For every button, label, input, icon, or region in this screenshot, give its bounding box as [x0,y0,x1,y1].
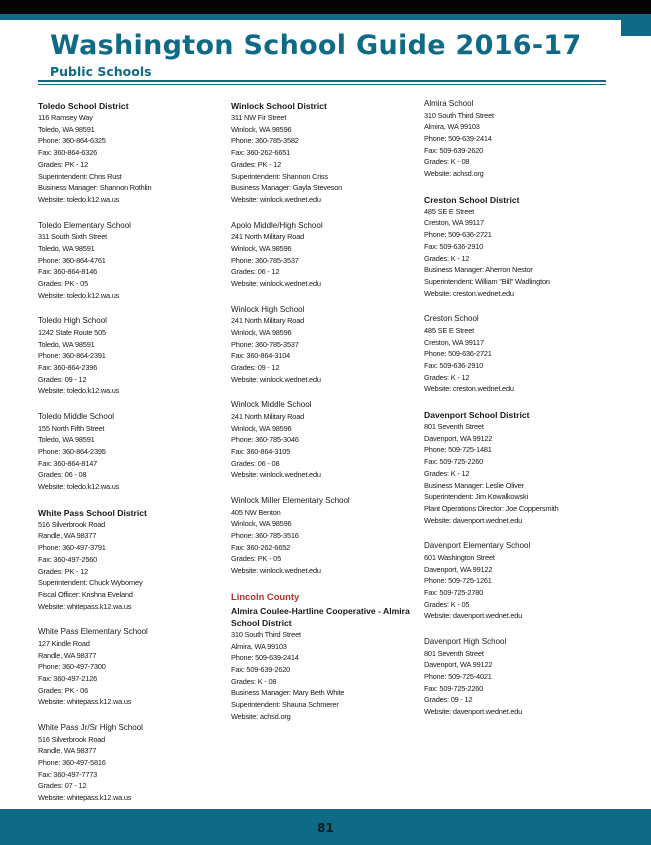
entry-detail-line: Grades: 06 - 08 [38,470,87,480]
school-name: Davenport Elementary School [424,541,531,551]
school-entry [38,626,226,708]
entry-detail-line: Toledo, WA 98591 [38,435,95,445]
entry-detail-line: Grades: PK - 06 [38,685,88,695]
entry-detail-line: Randle, WA 98377 [38,650,97,660]
entry-detail-line: Website: winlock.wednet.edu [231,566,321,576]
entry-detail-line: Fax: 509-636-2910 [424,241,484,251]
entry-detail-line: Grades: K - 08 [231,676,277,686]
school-name: Almira School [424,99,474,108]
entry-detail-line: Website: toledo.k12.wa.us [38,482,120,492]
entry-detail-line: Phone: 360-497-5816 [38,758,106,768]
district-entry [424,194,612,300]
entry-detail-line: Grades: K - 12 [424,253,470,263]
entry-detail-line: Phone: 360-785-3537 [231,255,299,265]
school-entry [231,399,419,481]
entry-detail-line: Website: winlock.wednet.edu [231,194,321,204]
entry-detail-line: Business Manager: Mary Beth White [231,688,345,698]
entry-detail-line: Winlock, WA 98596 [231,423,292,433]
entry-detail-line: Grades: K - 05 [424,599,470,609]
school-name: Winlock Miller Elementary School [231,496,350,506]
entry-detail-line: Toledo, WA 98591 [38,243,95,253]
entry-detail-line: Davenport, WA 99122 [424,660,493,670]
entry-detail-line: Fax: 509-639-2620 [231,664,291,674]
entry-detail-line: 311 NW Fir Street [231,113,287,122]
entry-detail-line: Business Manager: Leslie Oliver [424,480,524,490]
entry-detail-line: Grades: 07 - 12 [38,781,87,791]
entry-detail-line: Business Manager: Gayla Steveson [231,183,343,193]
entry-detail-line: Davenport, WA 99122 [424,433,493,443]
entry-detail-line: Phone: 360-864-2395 [38,446,106,456]
entry-detail-line: Website: achsd.org [231,711,291,721]
school-name: Toledo High School [38,316,107,326]
entry-detail-line: Creston, WA 99117 [424,337,484,347]
entry-detail-line: Phone: 509-636-2721 [424,230,492,240]
entry-detail-line: Grades: PK - 05 [38,278,88,288]
entry-detail-line: Fax: 360-864-8147 [38,458,98,468]
district-entry [424,409,612,526]
entry-detail-line: Randle, WA 98377 [38,531,97,541]
entry-detail-line: Phone: 360-785-3046 [231,435,299,445]
listing-column-3 [424,98,612,732]
district-name: Toledo School District [38,101,129,111]
entry-detail-line: Website: whitepass.k12.wa.us [38,601,132,611]
entry-detail-line: Grades: 09 - 12 [424,695,473,705]
entry-detail-line: 516 Silverbrook Road [38,519,106,529]
entry-detail-line: Phone: 360-785-3582 [231,136,299,146]
entry-detail-line: Superintendent: Shauna Schmerer [231,700,339,710]
header-rule-thin [38,84,606,85]
entry-detail-line: Fax: 509-636-2910 [424,360,484,370]
entry-detail-line: Superintendent: Jim Kowalkowski [424,492,528,502]
school-name: Winlock Middle School [231,400,312,410]
entry-detail-line: Grades: K - 12 [424,468,470,478]
entry-detail-line: Website: winlock.wednet.edu [231,278,321,288]
entry-detail-line: 485 SE E Street [424,206,474,216]
entry-detail-line: 241 North Military Road [231,411,305,421]
page-title: Washington School Guide 2016-17 [50,30,582,61]
entry-detail-line: 516 Silverbrook Road [38,734,106,744]
entry-detail-line: Phone: 509-639-2414 [231,653,299,663]
entry-detail-line: 127 Kindle Road [38,638,90,648]
school-name: White Pass Elementary School [38,627,148,637]
entry-detail-line: Fax: 360-864-3105 [231,446,291,456]
entry-detail-line: Phone: 509-725-1481 [424,445,492,455]
school-entry [231,495,419,577]
entry-detail-line: Grades: PK - 12 [231,159,281,169]
entry-detail-line: Fax: 360-864-6326 [38,148,98,158]
entry-detail-line: Davenport, WA 99122 [424,564,493,574]
entry-detail-line: Phone: 360-864-2391 [38,351,106,361]
entry-detail-line: Business Manager: Shannon Rothlin [38,183,152,193]
entry-detail-line: Winlock, WA 98596 [231,124,292,134]
district-name: White Pass School District [38,507,147,518]
county-heading: Lincoln County [231,590,300,602]
listing-column-2 [231,98,419,736]
school-entry [38,315,226,397]
page-number: 81 [317,821,334,835]
entry-detail-line: Website: davenport.wednet.edu [424,515,523,525]
listing-column-1 [38,98,226,818]
entry-detail-line: Fax: 509-725-2260 [424,683,484,693]
header-rule [38,80,606,82]
entry-detail-line: Fax: 360-497-7773 [38,769,98,779]
top-accent-bar [0,14,651,20]
entry-detail-line: Grades: K - 12 [424,372,470,382]
entry-detail-line: Phone: 360-497-3791 [38,543,106,553]
school-entry [231,220,419,290]
entry-detail-line: Winlock, WA 98596 [231,243,292,253]
school-name: Toledo Middle School [38,412,115,422]
entry-detail-line: Fax: 360-864-8146 [38,267,98,277]
entry-detail-line: Fax: 360-497-2126 [38,674,98,684]
entry-detail-line: 601 Washington Street [424,552,495,562]
entry-detail-line: 116 Ramsey Way [38,113,93,122]
entry-detail-line: Website: davenport.wednet.edu [424,707,523,717]
corner-tab [621,14,651,36]
district-name: Almira Coulee-Hartline Cooperative - Almira School District [231,605,410,628]
entry-detail-line: Website: toledo.k12.wa.us [38,386,120,396]
entry-detail-line: Grades: 06 - 12 [231,267,280,277]
school-entry [424,98,612,180]
school-entry [38,722,226,804]
entry-detail-line: Fax: 360-497-2560 [38,554,98,564]
entry-detail-line: Grades: 09 - 12 [231,362,280,372]
school-name: Apolo Middle/High School [231,220,323,230]
entry-detail-line: Phone: 509-636-2721 [424,349,492,359]
district-entry [231,591,419,723]
entry-detail-line: Fax: 509-725-2260 [424,457,484,467]
district-name: Creston School District [424,194,520,205]
entry-detail-line: Phone: 360-785-3516 [231,530,299,540]
entry-detail-line: 155 North Fifth Street [38,423,105,433]
school-entry [38,220,226,302]
entry-detail-line: Randle, WA 98377 [38,746,97,756]
entry-detail-line: Website: whitepass.k12.wa.us [38,793,132,803]
entry-detail-line: 310 South Third Street [231,629,301,639]
district-entry [38,100,226,206]
top-bar [0,0,651,14]
entry-detail-line: 311 South Sixth Street [38,232,108,242]
entry-detail-line: Winlock, WA 98596 [231,519,292,529]
entry-detail-line: Grades: K - 08 [424,157,470,167]
entry-detail-line: Business Manager: Aherron Nestor [424,265,533,275]
entry-detail-line: Plant Operations Director: Joe Coppersmith [424,503,559,513]
entry-detail-line: Phone: 509-639-2414 [424,133,492,143]
entry-detail-line: Fax: 360-864-2396 [38,362,98,372]
entry-detail-line: 310 South Third Street [424,110,494,120]
entry-detail-line: Grades: PK - 05 [231,554,281,564]
entry-detail-line: Superintendent: Chuck Wyborney [38,578,143,588]
entry-detail-line: Website: creston.wednet.edu [424,384,514,394]
school-name: Winlock High School [231,304,305,314]
entry-detail-line: Fax: 360-262-6652 [231,542,291,552]
entry-detail-line: Website: winlock.wednet.edu [231,374,321,384]
school-entry [38,411,226,493]
section-subtitle: Public Schools [50,64,152,79]
entry-detail-line: Superintendent: Shannon Criss [231,171,328,181]
entry-detail-line: Phone: 360-785-3537 [231,339,299,349]
entry-detail-line: 405 NW Benton [231,507,281,517]
entry-detail-line: 801 Seventh Street [424,422,484,432]
school-entry [424,636,612,718]
entry-detail-line: Superintendent: Chris Rust [38,171,122,181]
school-name: Toledo Elementary School [38,220,131,230]
entry-detail-line: Website: davenport.wednet.edu [424,611,523,621]
entry-detail-line: Phone: 360-497-7300 [38,662,106,672]
entry-detail-line: Fax: 509-639-2620 [424,145,484,155]
entry-detail-line: Fax: 360-864-3104 [231,351,291,361]
entry-detail-line: 801 Seventh Street [424,648,484,658]
entry-detail-line: Website: winlock.wednet.edu [231,470,321,480]
entry-detail-line: 1242 State Route 505 [38,327,106,337]
entry-detail-line: Website: toledo.k12.wa.us [38,194,120,204]
district-name: Winlock School District [231,101,327,111]
entry-detail-line: Phone: 509-725-4021 [424,672,492,682]
entry-detail-line: 485 SE E Street [424,325,474,335]
entry-detail-line: Website: achsd.org [424,169,484,179]
entry-detail-line: Winlock, WA 98596 [231,327,292,337]
district-name: Davenport School District [424,410,530,421]
entry-detail-line: Almira, WA 99103 [231,641,287,651]
entry-detail-line: Fax: 509-725-2780 [424,588,484,597]
school-name: White Pass Jr/Sr High School [38,723,143,733]
entry-detail-line: Toledo, WA 98591 [38,124,95,134]
entry-detail-line: 241 North Military Road [231,316,305,326]
entry-detail-line: Grades: PK - 12 [38,566,88,576]
entry-detail-line: Superintendent: William "Bill" Wadlington [424,276,550,286]
entry-detail-line: Phone: 509-725-1261 [424,576,492,586]
entry-detail-line: Creston, WA 99117 [424,218,484,228]
school-entry [424,313,612,395]
entry-detail-line: Phone: 360-864-4761 [38,255,106,265]
district-entry [231,100,419,206]
school-entry [231,304,419,386]
entry-detail-line: Website: toledo.k12.wa.us [38,290,120,300]
entry-detail-line: Grades: 06 - 08 [231,458,280,468]
entry-detail-line: Fax: 360-262-6651 [231,148,291,158]
entry-detail-line: Almira, WA 99103 [424,122,480,132]
school-entry [424,540,612,622]
entry-detail-line: Toledo, WA 98591 [38,339,95,349]
school-name: Creston School [424,314,479,324]
district-entry [38,507,226,613]
entry-detail-line: Grades: PK - 12 [38,159,88,169]
entry-detail-line: 241 North Military Road [231,232,305,242]
entry-detail-line: Grades: 09 - 12 [38,374,87,384]
entry-detail-line: Phone: 360-864-6325 [38,136,106,146]
entry-detail-line: Fiscal Officer: Krishna Eveland [38,590,133,599]
entry-detail-line: Website: whitepass.k12.wa.us [38,697,132,707]
school-name: Davenport High School [424,637,507,647]
entry-detail-line: Website: creston.wednet.edu [424,288,514,298]
